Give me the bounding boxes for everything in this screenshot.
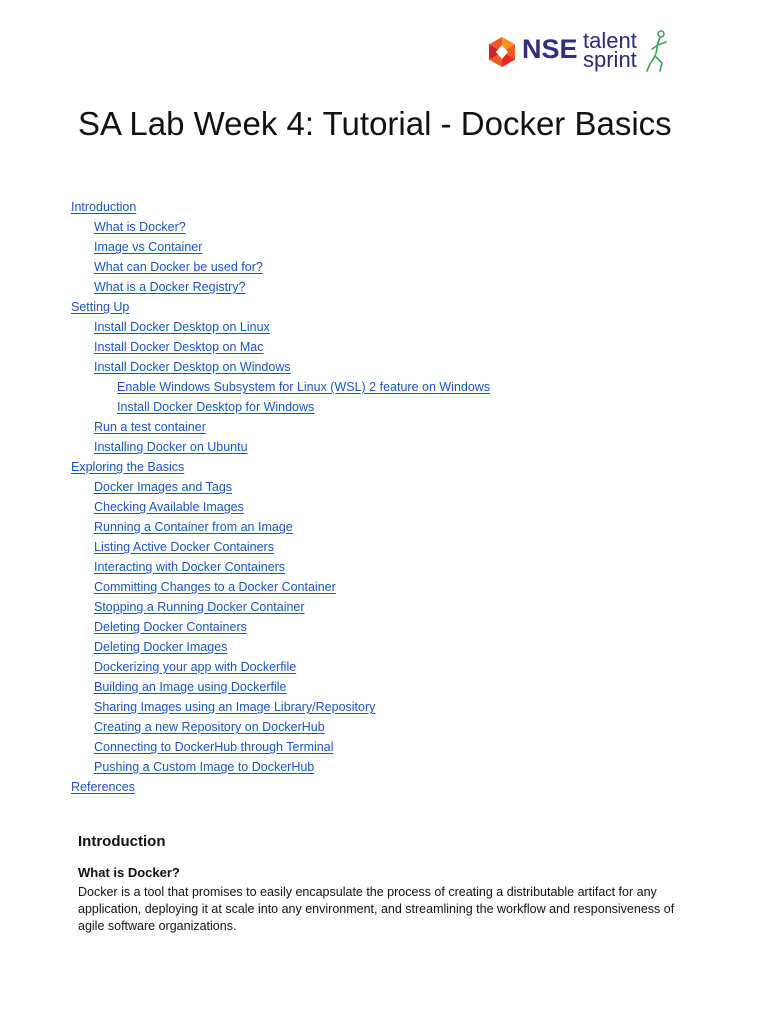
toc-item <box>0 417 768 437</box>
toc-link[interactable]: Deleting Docker Images <box>94 640 228 654</box>
toc-item <box>0 497 768 517</box>
toc-item <box>0 357 768 377</box>
toc-item <box>0 437 768 457</box>
toc-item <box>0 457 768 477</box>
nse-logo-mark-icon <box>486 36 518 68</box>
toc-item <box>0 777 768 797</box>
runner-icon <box>646 30 672 74</box>
toc-link[interactable]: Stopping a Running Docker Container <box>94 600 305 614</box>
toc-link[interactable]: Running a Container from an Image <box>94 520 293 534</box>
toc-link[interactable]: Install Docker Desktop for Windows <box>117 400 315 414</box>
document-title: SA Lab Week 4: Tutorial - Docker Basics <box>78 105 672 142</box>
toc-link[interactable]: Docker Images and Tags <box>94 480 233 494</box>
toc-link[interactable]: Run a test container <box>94 420 206 434</box>
section-heading-introduction: Introduction <box>78 833 166 850</box>
toc-link[interactable]: Connecting to DockerHub through Terminal <box>94 740 334 754</box>
intro-paragraph: Docker is a tool that promises to easily encapsulate the process of creating a distributable artifact for any application, deploying it at scale into any environment, and streamlining the workflow and responsiveness of agile software organizations. <box>78 885 675 933</box>
toc-item <box>0 517 768 537</box>
toc-link[interactable]: Dockerizing your app with Dockerfile <box>94 660 297 674</box>
toc-link[interactable]: Exploring the Basics <box>71 460 185 474</box>
toc-item <box>0 477 768 497</box>
toc-item <box>0 337 768 357</box>
toc-link[interactable]: Introduction <box>71 200 137 214</box>
toc-link[interactable]: Install Docker Desktop on Linux <box>94 320 270 334</box>
toc-link[interactable]: Enable Windows Subsystem for Linux (WSL) 2 feature on Windows <box>117 380 491 394</box>
toc-link[interactable]: References <box>71 780 135 794</box>
toc-link[interactable]: Install Docker Desktop on Mac <box>94 340 264 354</box>
toc-link[interactable]: Interacting with Docker Containers <box>94 560 286 574</box>
toc-link[interactable]: Pushing a Custom Image to DockerHub <box>94 760 315 774</box>
toc-item <box>0 577 768 597</box>
logo-sprint-text: sprint <box>583 47 637 72</box>
toc-item <box>0 537 768 557</box>
table-of-contents <box>0 197 768 797</box>
toc-link[interactable]: Committing Changes to a Docker Container <box>94 580 336 594</box>
toc-link[interactable]: What can Docker be used for? <box>94 260 263 274</box>
toc-item <box>0 657 768 677</box>
toc-item <box>0 397 768 417</box>
toc-link[interactable]: Creating a new Repository on DockerHub <box>94 720 325 734</box>
toc-link[interactable]: Installing Docker on Ubuntu <box>94 440 248 454</box>
toc-link[interactable]: Deleting Docker Containers <box>94 620 247 634</box>
toc-item <box>0 617 768 637</box>
toc-link[interactable]: Listing Active Docker Containers <box>94 540 274 554</box>
toc-item <box>0 717 768 737</box>
toc-item <box>0 317 768 337</box>
toc-link[interactable]: What is Docker? <box>94 220 186 234</box>
toc-item <box>0 217 768 237</box>
logo-talent-text: talent <box>583 28 637 53</box>
toc-item <box>0 277 768 297</box>
nse-talentsprint-logo <box>486 30 676 76</box>
toc-link[interactable]: Install Docker Desktop on Windows <box>94 360 291 374</box>
toc-item <box>0 197 768 217</box>
toc-item <box>0 377 768 397</box>
toc-link[interactable]: Checking Available Images <box>94 500 244 514</box>
toc-item <box>0 637 768 657</box>
toc-item <box>0 297 768 317</box>
toc-link[interactable]: What is a Docker Registry? <box>94 280 246 294</box>
logo-brand-text: NSE <box>522 34 578 64</box>
toc-item <box>0 737 768 757</box>
toc-item <box>0 557 768 577</box>
toc-link[interactable]: Building an Image using Dockerfile <box>94 680 287 694</box>
toc-item <box>0 237 768 257</box>
toc-item <box>0 257 768 277</box>
toc-item <box>0 697 768 717</box>
toc-link[interactable]: Image vs Container <box>94 240 203 254</box>
toc-link[interactable]: Setting Up <box>71 300 130 314</box>
toc-item <box>0 597 768 617</box>
toc-item <box>0 677 768 697</box>
toc-item <box>0 757 768 777</box>
toc-link[interactable]: Sharing Images using an Image Library/Repository <box>94 700 376 714</box>
subheading-what-is-docker: What is Docker? <box>78 865 180 880</box>
